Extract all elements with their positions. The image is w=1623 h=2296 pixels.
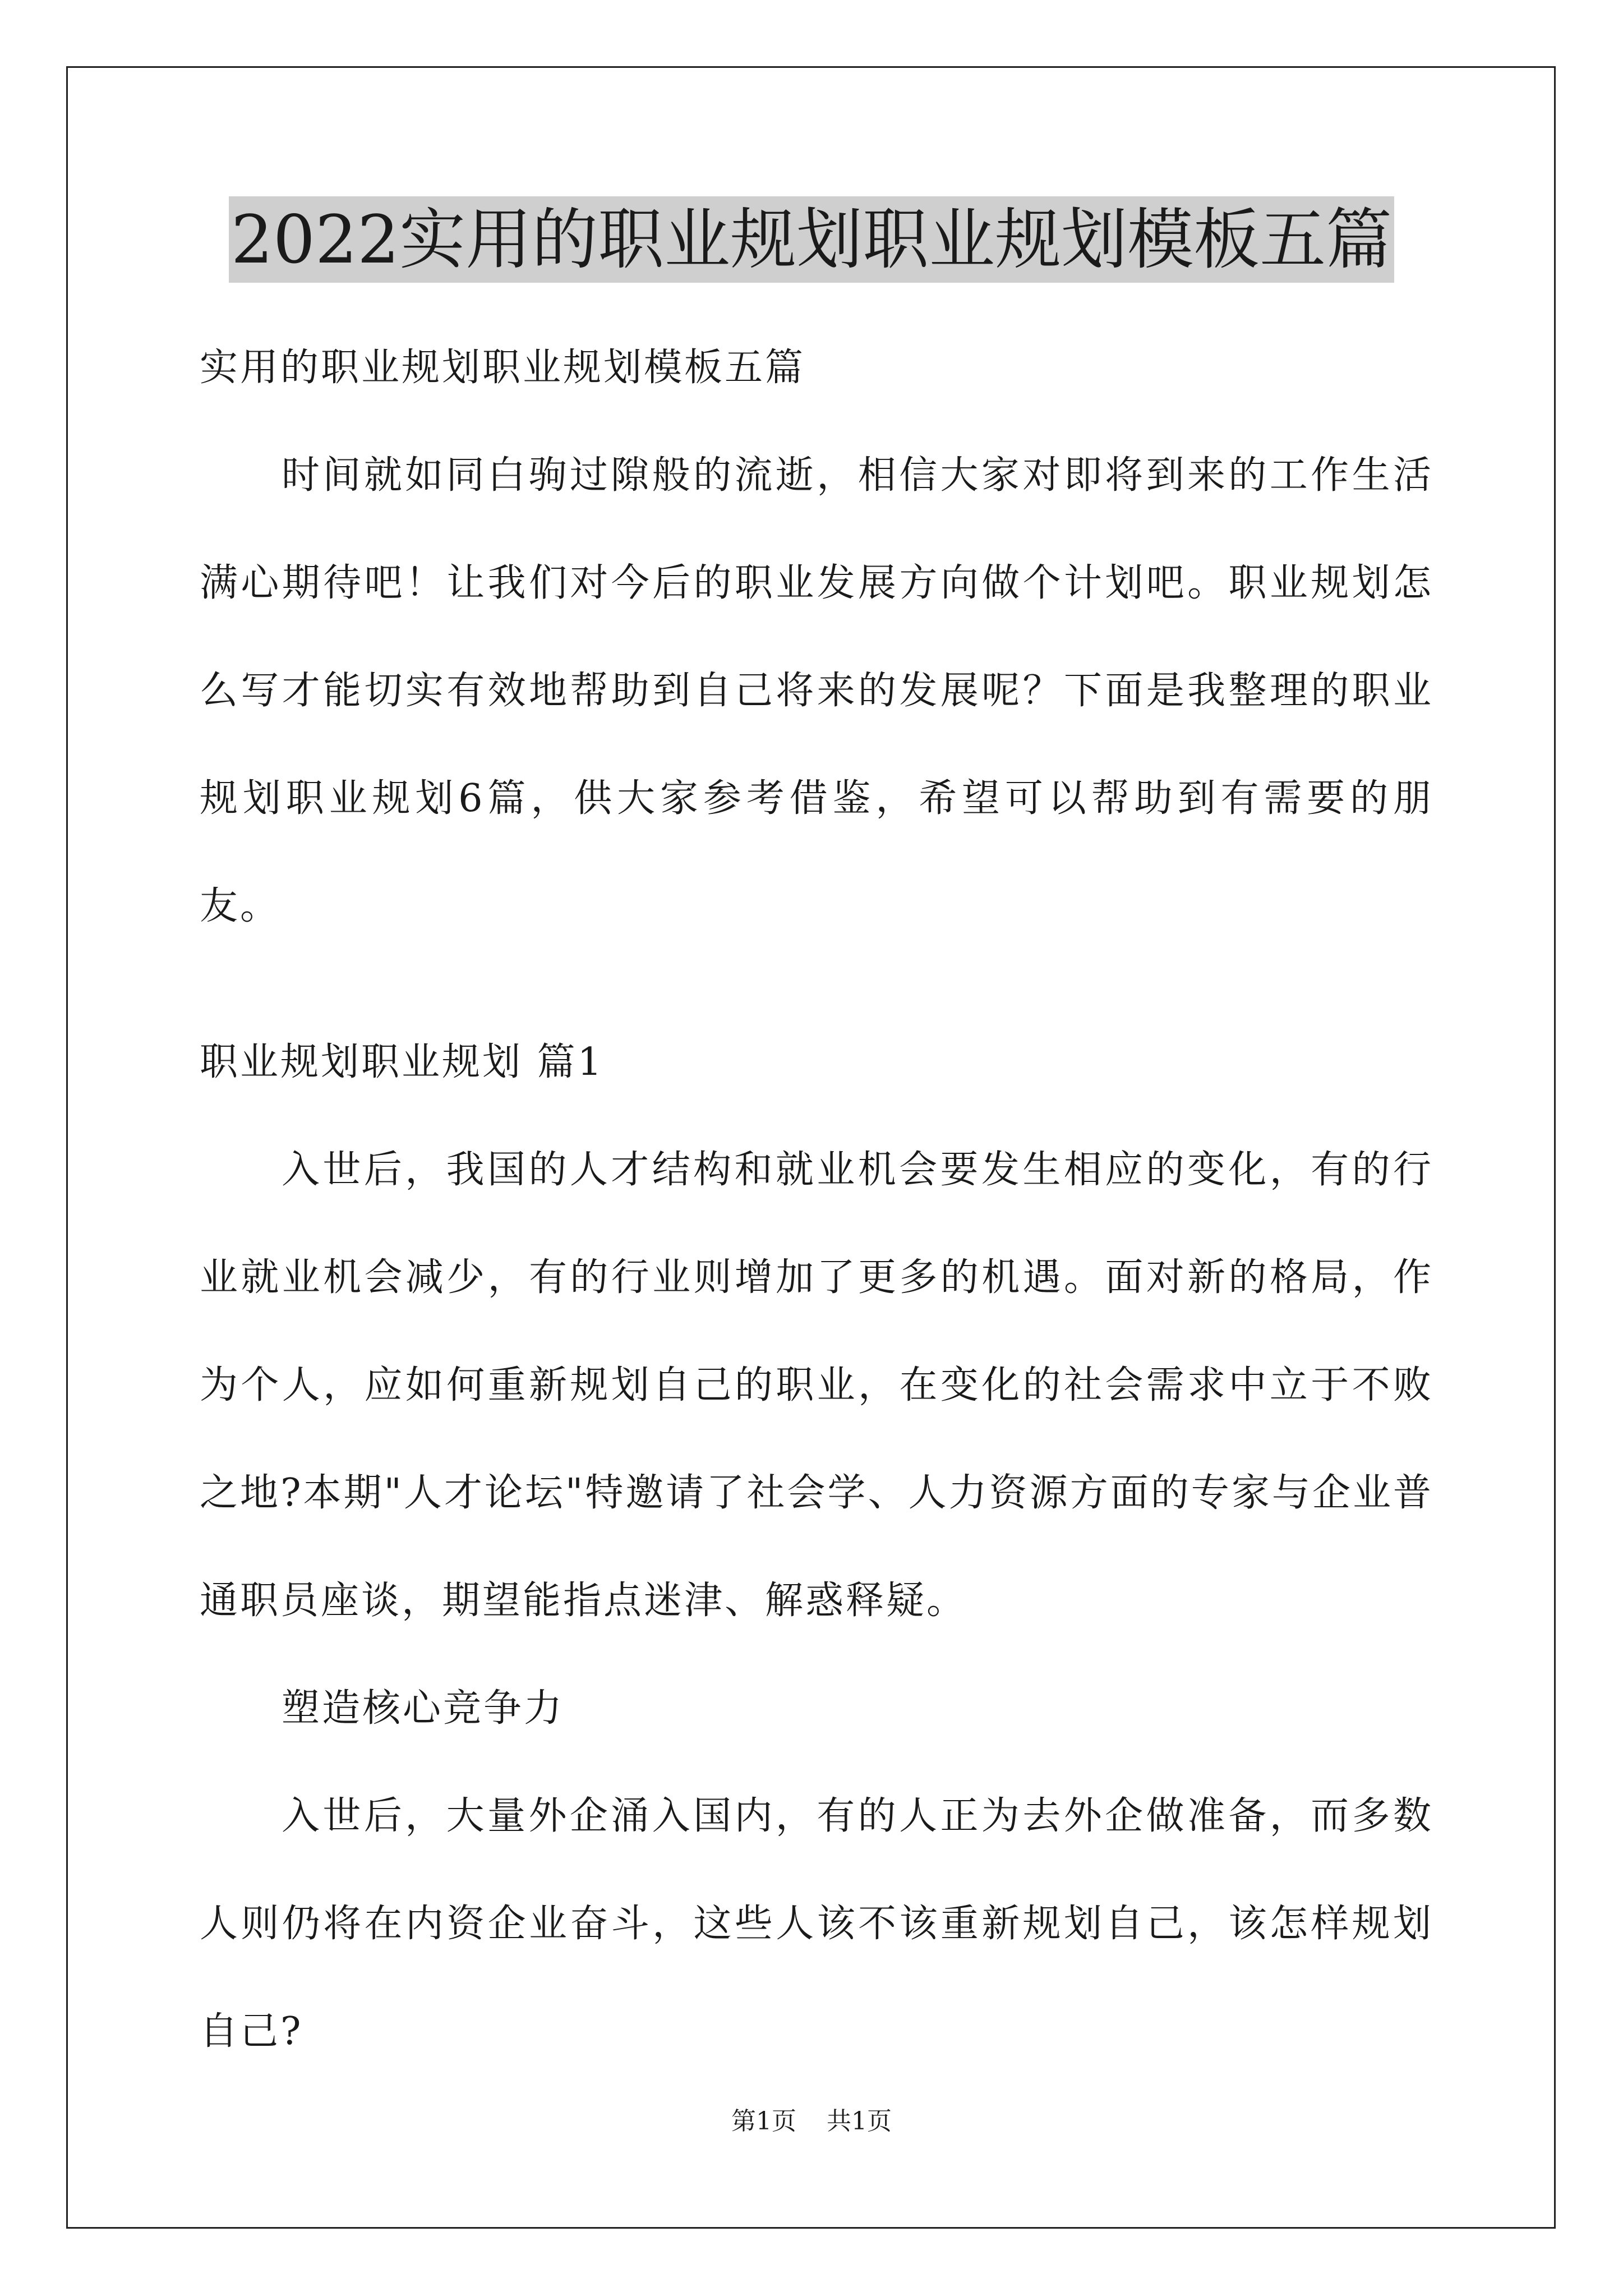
page-total: 共1页 xyxy=(827,2107,892,2136)
subheading-paragraph: 塑造核心竞争力 xyxy=(282,1686,565,1731)
intro-paragraph: 时间就如同白驹过隙般的流逝，相信大家对即将到来的工作生活满心期待吧！让我们对今后的职业发展方向做个计划吧。职业规划怎么写才能切实有效地帮助到自己将来的发展呢？下面是我整理的职业规划职业规划6篇，供大家参考借鉴，希望可以帮助到有需要的朋友。 xyxy=(200,453,1433,928)
document-title-text: 2022实用的职业规划职业规划模板五篇 xyxy=(229,196,1394,283)
body-paragraph: 入世后，我国的人才结构和就业机会要发生相应的变化，有的行业就业机会减少，有的行业则增加了更多的机遇。面对新的格局，作为个人，应如何重新规划自己的职业，在变化的社会需求中立于不败之地?本期"人才论坛"特邀请了社会学、人力资源方面的专家与企业普通职员座谈，期望能指点迷津、解惑释疑。 xyxy=(200,1148,1433,1623)
body-paragraph: 入世后，大量外企涌入国内，有的人正为去外企做准备，而多数人则仍将在内资企业奋斗，这些人该不该重新规划自己，该怎样规划自己? xyxy=(200,1794,1433,2054)
section-heading: 职业规划职业规划 篇1 xyxy=(200,1040,604,1084)
document-title xyxy=(0,197,1623,282)
document-body xyxy=(200,314,1433,2086)
page-footer xyxy=(0,2105,1623,2138)
subtitle-paragraph: 实用的职业规划职业规划模板五篇 xyxy=(200,346,806,390)
page-number: 第1页 xyxy=(731,2107,796,2136)
